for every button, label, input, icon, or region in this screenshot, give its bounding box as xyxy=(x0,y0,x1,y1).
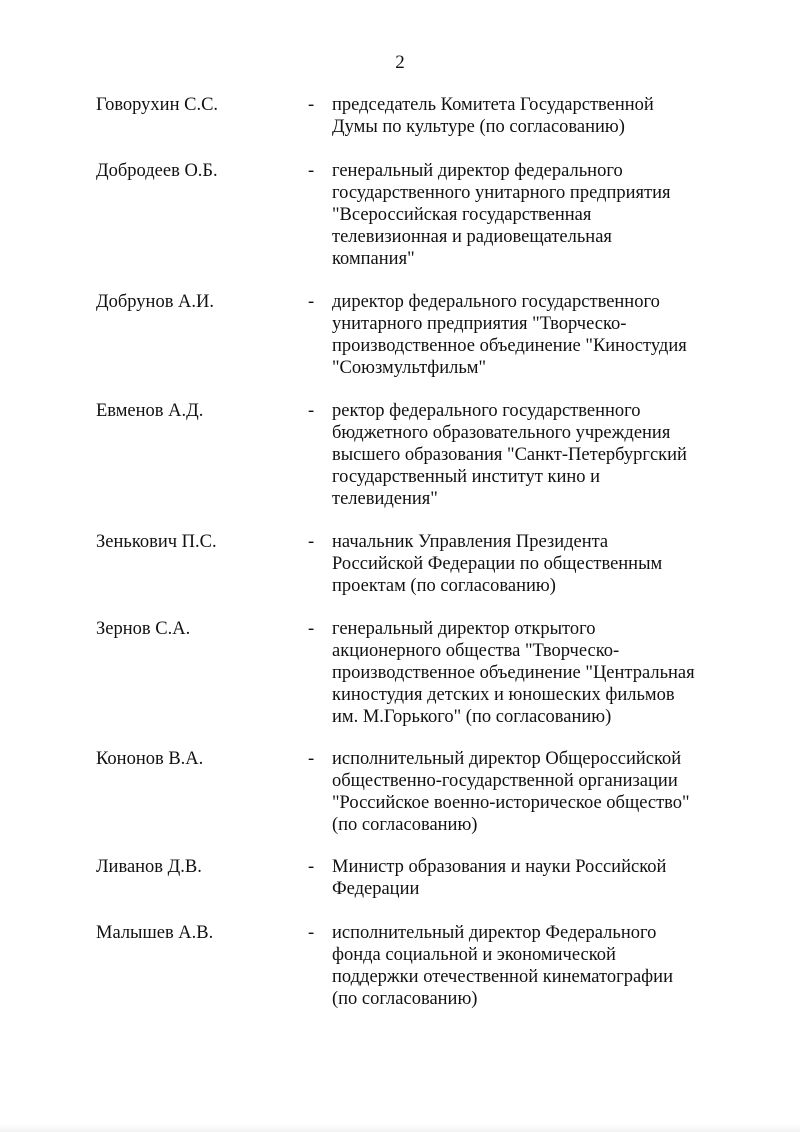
member-role xyxy=(332,291,732,379)
role-line: проектам (по согласованию) xyxy=(332,576,556,596)
member-role xyxy=(332,160,732,270)
role-line: генеральный директор открытого xyxy=(332,619,596,639)
role-line: государственного унитарного предприятия xyxy=(332,183,671,203)
page-number: 2 xyxy=(395,52,405,73)
member-role xyxy=(332,400,732,510)
role-line: им. М.Горького" (по согласованию) xyxy=(332,707,612,727)
role-line: ректор федерального государственного xyxy=(332,401,641,421)
scan-edge xyxy=(0,1124,800,1132)
dash-separator: - xyxy=(308,619,315,639)
member-name: Добродеев О.Б. xyxy=(96,161,218,181)
role-line: акционерного общества "Творческо- xyxy=(332,641,620,661)
role-line: киностудия детских и юношеских фильмов xyxy=(332,685,675,705)
dash-separator: - xyxy=(308,532,315,552)
member-name: Говорухин С.С. xyxy=(96,95,219,115)
dash-separator: - xyxy=(308,161,315,181)
role-line: "Всероссийская государственная xyxy=(332,205,592,225)
role-line: высшего образования "Санкт-Петербургский xyxy=(332,445,687,465)
member-role xyxy=(332,748,732,836)
member-name: Евменов А.Д. xyxy=(96,401,204,421)
role-line: бюджетного образовательного учреждения xyxy=(332,423,671,443)
role-line: поддержки отечественной кинематографии xyxy=(332,967,673,987)
role-line: генеральный директор федерального xyxy=(332,161,623,181)
role-line: исполнительный директор Федерального xyxy=(332,923,657,943)
role-line: производственное объединение "Центральная xyxy=(332,663,695,683)
role-line: государственный институт кино и xyxy=(332,467,601,487)
role-line: производственное объединение "Киностудия xyxy=(332,336,687,356)
role-line: председатель Комитета Государственной xyxy=(332,95,654,115)
role-line: Российской Федерации по общественным xyxy=(332,554,663,574)
member-name: Зенькович П.С. xyxy=(96,532,217,552)
member-name: Кононов В.А. xyxy=(96,749,204,769)
dash-separator: - xyxy=(308,292,315,312)
dash-separator: - xyxy=(308,857,315,877)
role-line: начальник Управления Президента xyxy=(332,532,609,552)
role-line: директор федерального государственного xyxy=(332,292,660,312)
member-name: Зернов С.А. xyxy=(96,619,191,639)
dash-separator: - xyxy=(308,923,315,943)
member-name: Ливанов Д.В. xyxy=(96,857,202,877)
role-line: Министр образования и науки Российской xyxy=(332,857,667,877)
role-line: "Российское военно-историческое общество" xyxy=(332,793,690,813)
role-line: Федерации xyxy=(332,879,420,899)
member-role xyxy=(332,618,732,728)
role-line: (по согласованию) xyxy=(332,989,478,1009)
role-line: общественно-государственной организации xyxy=(332,771,678,791)
role-line: фонда социальной и экономической xyxy=(332,945,616,965)
role-line: исполнительный директор Общероссийской xyxy=(332,749,682,769)
role-line: компания" xyxy=(332,249,415,269)
member-role xyxy=(332,856,732,900)
role-line: унитарного предприятия "Творческо- xyxy=(332,314,627,334)
role-line: "Союзмультфильм" xyxy=(332,358,487,378)
member-name: Добрунов А.И. xyxy=(96,292,215,312)
role-line: телевизионная и радиовещательная xyxy=(332,227,612,247)
member-role xyxy=(332,94,732,138)
member-role xyxy=(332,922,732,1010)
dash-separator: - xyxy=(308,95,315,115)
role-line: (по согласованию) xyxy=(332,815,478,835)
member-role xyxy=(332,531,732,597)
role-line: Думы по культуре (по согласованию) xyxy=(332,117,625,137)
role-line: телевидения" xyxy=(332,489,438,509)
member-name: Малышев А.В. xyxy=(96,923,214,943)
dash-separator: - xyxy=(308,749,315,769)
dash-separator: - xyxy=(308,401,315,421)
